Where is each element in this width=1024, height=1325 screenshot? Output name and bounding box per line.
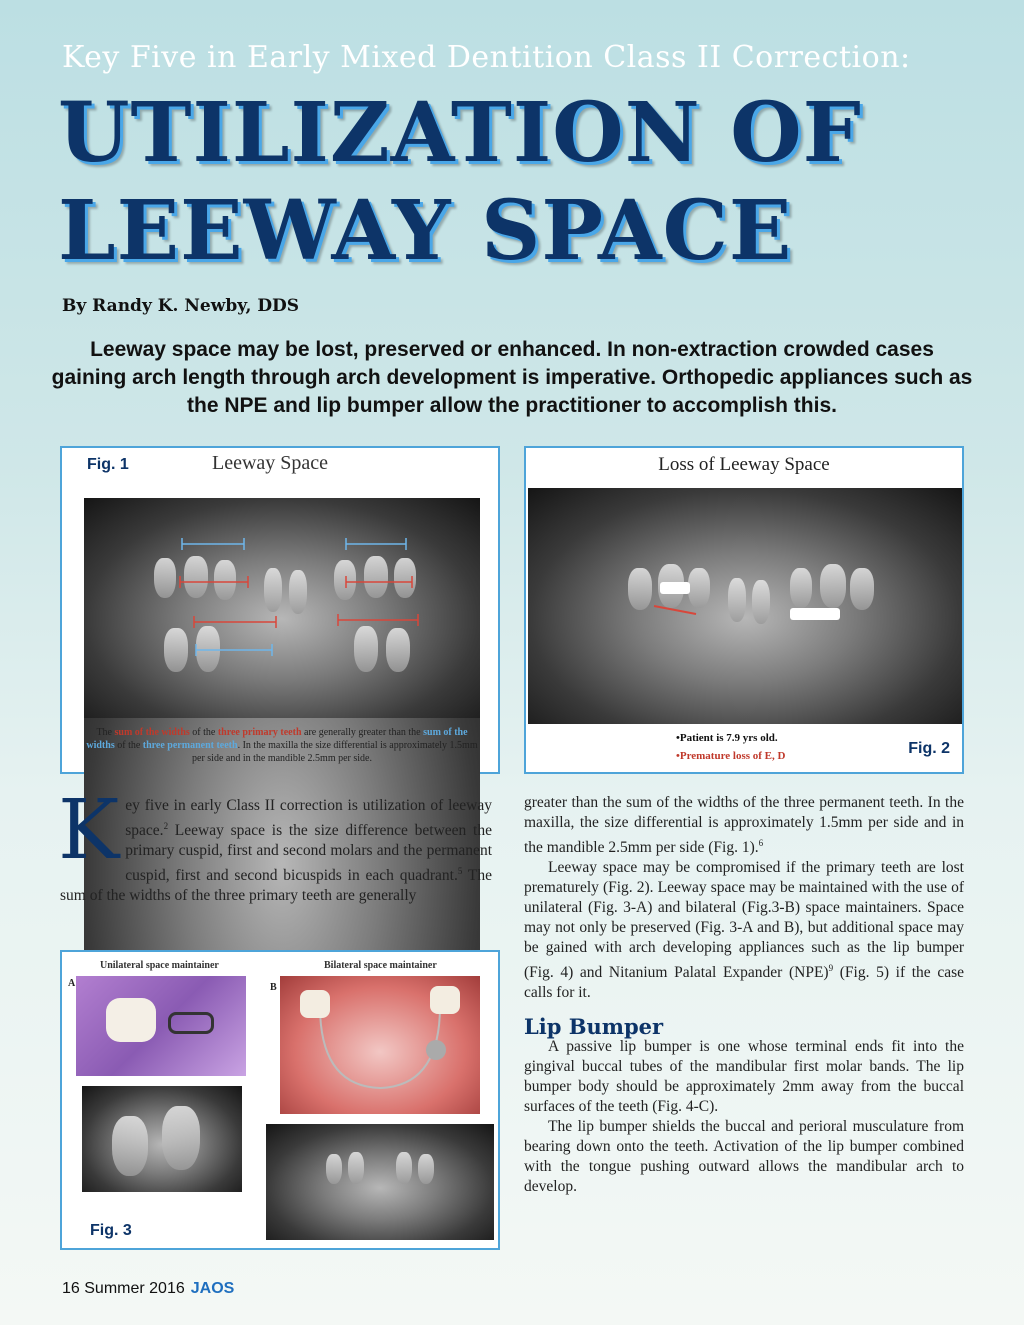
figure-1-panoramic-image [84, 498, 480, 718]
section-heading-lip-bumper: Lip Bumper [524, 1014, 664, 1040]
page-footer [62, 1280, 234, 1298]
red-arrow-upper-right [346, 576, 412, 588]
blue-arrow-upper-right [346, 538, 406, 550]
figure-1 [60, 446, 500, 774]
article-kicker: Key Five in Early Mixed Dentition Class II Correction: [62, 40, 911, 75]
figure-2-note-loss: •Premature loss of E, D [676, 750, 786, 762]
figure-3-periapical-xray [82, 1086, 242, 1192]
figure-3-bilateral-photo [280, 976, 480, 1114]
figure-1-caption: The sum of the widths of the three primary teeth are generally greater than the sum of the widths of the three permanent teeth. In the maxilla the size differential is approximately 1.5mm per side and in the mandible 2.5mm per side. [86, 727, 478, 764]
red-arrow-upper-left [180, 576, 248, 588]
figure-3-label: Fig. 3 [90, 1222, 132, 1239]
figure-2-note-age: •Patient is 7.9 yrs old. [676, 732, 778, 744]
blue-arrow-upper-left [182, 538, 244, 550]
figure-3-title-a: Unilateral space maintainer [100, 960, 219, 971]
journal-name: JAOS [190, 1280, 235, 1297]
figure-3-unilateral-photo [76, 976, 246, 1076]
red-arrow-lower-left [194, 616, 276, 628]
body-column-1: Key five in early Class II correction is utilization of leeway space.$^2$ Leeway space is the size difference between the primary cuspid, first and second molars and the permanent cuspid, first and second bicuspids in each quadrant.$^5$ The sum of the widths of the three primary teeth are generally [58, 783, 492, 905]
figure-3-letter-b: B [270, 982, 277, 993]
figure-3-panoramic-xray [266, 1124, 494, 1240]
figure-1-label: Fig. 1 [87, 456, 129, 473]
byline: By Randy K. Newby, DDS [62, 296, 300, 316]
figure-2-arrow [528, 488, 962, 724]
figure-2 [524, 446, 964, 774]
red-arrow-lower-right [338, 614, 418, 626]
page-number-issue: 16 Summer 2016 [62, 1280, 185, 1297]
blue-arrow-lower-left [196, 644, 272, 656]
article-title-line2: LEEWAY SPACE [58, 183, 793, 279]
figure-2-title: Loss of Leeway Space [658, 454, 830, 475]
figure-1-title: Leeway Space [212, 452, 329, 474]
figure-2-panoramic-image [528, 488, 962, 724]
body-column-2: greater than the sum of the widths of the three permanent teeth. In the maxilla, the size differential is approximately 1.5mm per side and in the mandible 2.5mm per side (Fig. 1).$^6$ Leeway space may be compromised if the primary teeth are lost prematurely (Fig. 2). Leeway space may be maintained with the use of unilateral (Fig. 3-A) and bilateral (Fig.3-B) space maintainers. Space may not only be preserved (Fig. 3-A and B), but additional space may be gained with arch developing appliances such as the lip bumper (Fig. 4) and Nitanium Palatal Expander (NPE)$^9$ (Fig. 5) if the case calls for it. Lip Bumper A passive lip bumper is one whose terminal ends fit into the gingival buccal tubes of the mandibular first molar bands. The lip bumper body should be approximately 2mm away from the buccal surfaces of the teeth (Fig. 4-C). The lip bumper shields the buccal and perioral musculature from bearing down onto the teeth. Activation of the lip bumper combined with the tongue pushing outward allows the mandibular arch to develop. [524, 794, 965, 1196]
figure-2-label: Fig. 2 [908, 740, 950, 757]
article-title-line1: UTILIZATION OF [58, 85, 862, 181]
figure-3-title-b: Bilateral space maintainer [324, 960, 437, 971]
figure-3 [60, 950, 500, 1250]
figure-1-arrows [84, 498, 480, 718]
article-deck: Leeway space may be lost, preserved or enhanced. In non-extraction crowded cases gaining arch length through arch development is imperative. Orthopedic appliances such as the NPE and lip bumper allow the practitioner to accomplish this. [51, 338, 973, 417]
drop-cap: K [58, 783, 120, 878]
figure-3-letter-a: A [68, 978, 76, 989]
